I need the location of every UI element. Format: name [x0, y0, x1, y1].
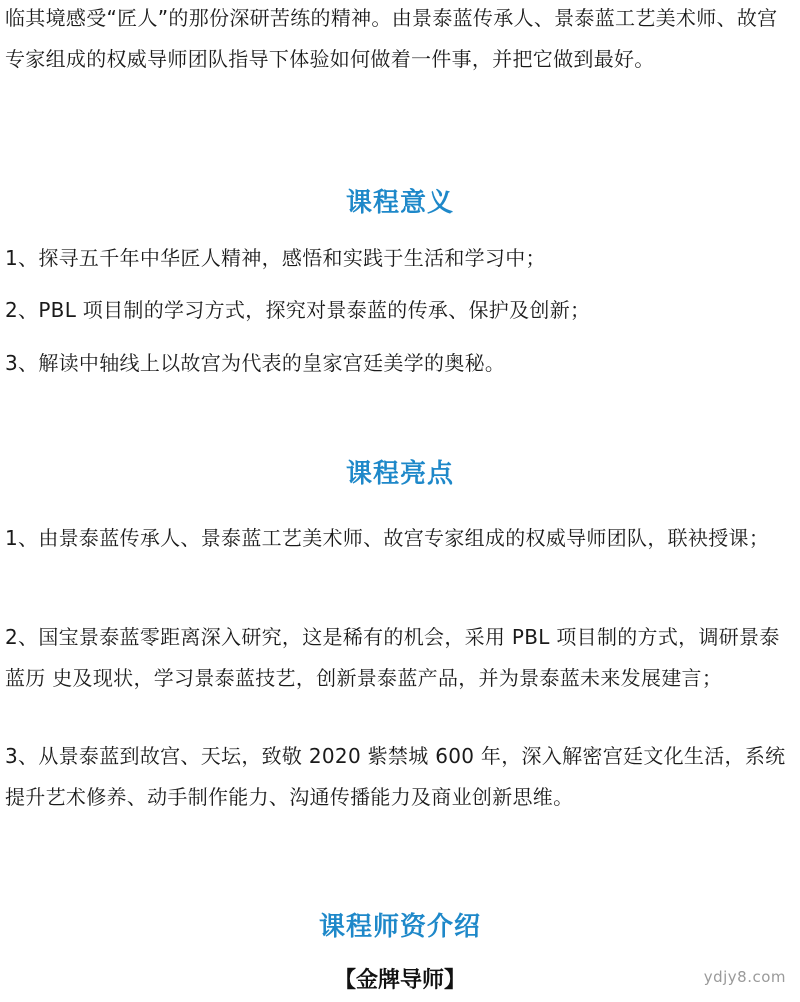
section-heading-highlights: 课程亮点	[345, 459, 454, 489]
intro-paragraph: 临其境感受“匠人”的那份深研苦练的精神。由景泰蓝传承人、景泰蓝工艺美术师、故宫专家组成的权威导师团队指导下体验如何做着一件事，并把它做到最好。	[5, 6, 778, 71]
site-watermark: ydjy8.com	[703, 968, 786, 986]
section-heading-significance: 课程意义	[345, 188, 454, 218]
highlight-item-1: 1、由景泰蓝传承人、景泰蓝工艺美术师、故宫专家组成的权威导师团队，联袂授课；	[5, 526, 770, 550]
significance-item-1: 1、探寻五千年中华匠人精神，感悟和实践于生活和学习中；	[5, 246, 546, 270]
significance-item-2: 2、PBL 项目制的学习方式，探究对景泰蓝的传承、保护及创新；	[5, 298, 591, 322]
section-heading-faculty: 课程师资介绍	[318, 912, 481, 942]
gold-mentor-subheading: 【金牌导师】	[333, 968, 466, 993]
significance-item-3: 3、解读中轴线上以故宫为代表的皇家宫廷美学的奥秘。	[5, 351, 506, 375]
highlight-item-3: 3、从景泰蓝到故宫、天坛，致敬 2020 紫禁城 600 年，深入解密宫廷文化生活，系统提升艺术修养、动手制作能力、沟通传播能力及商业创新思维。	[5, 744, 786, 809]
highlight-item-2: 2、国宝景泰蓝零距离深入研究，这是稀有的机会，采用 PBL 项目制的方式，调研景泰蓝历 史及现状，学习景泰蓝技艺，创新景泰蓝产品，并为景泰蓝未来发展建言；	[5, 625, 780, 690]
